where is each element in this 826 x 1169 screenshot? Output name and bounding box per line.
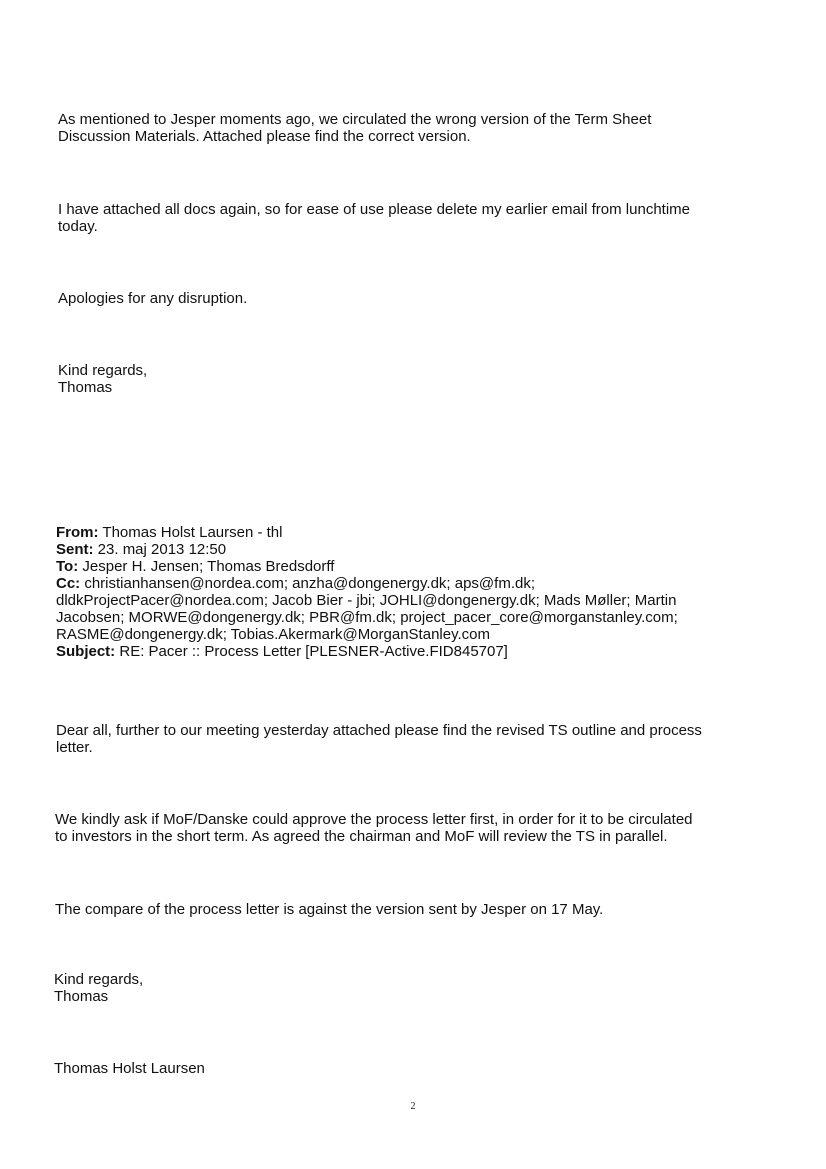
- text-line: As mentioned to Jesper moments ago, we circulated the wrong version of the Term Sheet: [58, 111, 652, 128]
- subject-label: Subject:: [56, 643, 116, 660]
- from-value: Thomas Holst Laursen - thl: [102, 524, 283, 541]
- sent-value: 23. maj 2013 12:50: [97, 541, 227, 558]
- closing-text: Kind regards,: [54, 971, 144, 988]
- email-from-row: [56, 524, 678, 541]
- text-line: today.: [58, 218, 98, 235]
- closing-text: Kind regards,: [58, 362, 148, 379]
- sent-label: Sent:: [56, 541, 94, 558]
- to-value: Jesper H. Jensen; Thomas Bredsdorff: [82, 558, 335, 575]
- email-header-block: [56, 524, 678, 660]
- message-paragraph-3: [55, 901, 603, 918]
- email-cc-row: [56, 575, 678, 592]
- message-paragraph-3: [58, 290, 247, 307]
- text-line: letter.: [56, 739, 93, 756]
- signature-name: Thomas Holst Laursen: [54, 1060, 205, 1077]
- message-closing: [54, 971, 143, 1005]
- subject-value: RE: Pacer :: Process Letter [PLESNER-Active.FID845707]: [119, 643, 508, 660]
- to-label: To:: [56, 558, 79, 575]
- message-paragraph-2: [58, 201, 690, 235]
- message-paragraph-1: [56, 722, 702, 756]
- text-line: I have attached all docs again, so for ease of use please delete my earlier email from lunchtime: [58, 201, 691, 218]
- text-line: Discussion Materials. Attached please find the correct version.: [58, 128, 471, 145]
- signature-text: Thomas: [54, 988, 109, 1005]
- cc-value-line: Jacobsen; MORWE@dongenergy.dk; PBR@fm.dk; project_pacer_core@morganstanley.com;: [56, 609, 678, 626]
- cc-value-line: dldkProjectPacer@nordea.com; Jacob Bier - jbi; JOHLI@dongenergy.dk; Mads Møller; Martin: [56, 592, 677, 609]
- signature-text: Thomas: [58, 379, 113, 396]
- message-closing: [58, 362, 147, 396]
- email-to-row: [56, 558, 678, 575]
- page-number: 2: [410, 1101, 416, 1112]
- text-line: Apologies for any disruption.: [58, 290, 248, 307]
- text-line: Dear all, further to our meeting yesterday attached please find the revised TS outline and process: [56, 722, 702, 739]
- email-subject-row: [56, 643, 678, 660]
- cc-label: Cc:: [56, 575, 81, 592]
- from-label: From:: [56, 524, 99, 541]
- cc-value-line: RASME@dongenergy.dk; Tobias.Akermark@MorganStanley.com: [56, 626, 490, 643]
- message-paragraph-1: [58, 111, 651, 145]
- text-line: We kindly ask if MoF/Danske could approve the process letter first, in order for it to be circulated: [55, 811, 693, 828]
- message-paragraph-2: [55, 811, 693, 845]
- text-line: to investors in the short term. As agreed the chairman and MoF will review the TS in parallel.: [55, 828, 668, 845]
- text-line: The compare of the process letter is against the version sent by Jesper on 17 May.: [55, 901, 604, 918]
- full-signature: [54, 1060, 205, 1077]
- email-sent-row: [56, 541, 678, 558]
- cc-value-line: christianhansen@nordea.com; anzha@dongenergy.dk; aps@fm.dk;: [84, 575, 535, 592]
